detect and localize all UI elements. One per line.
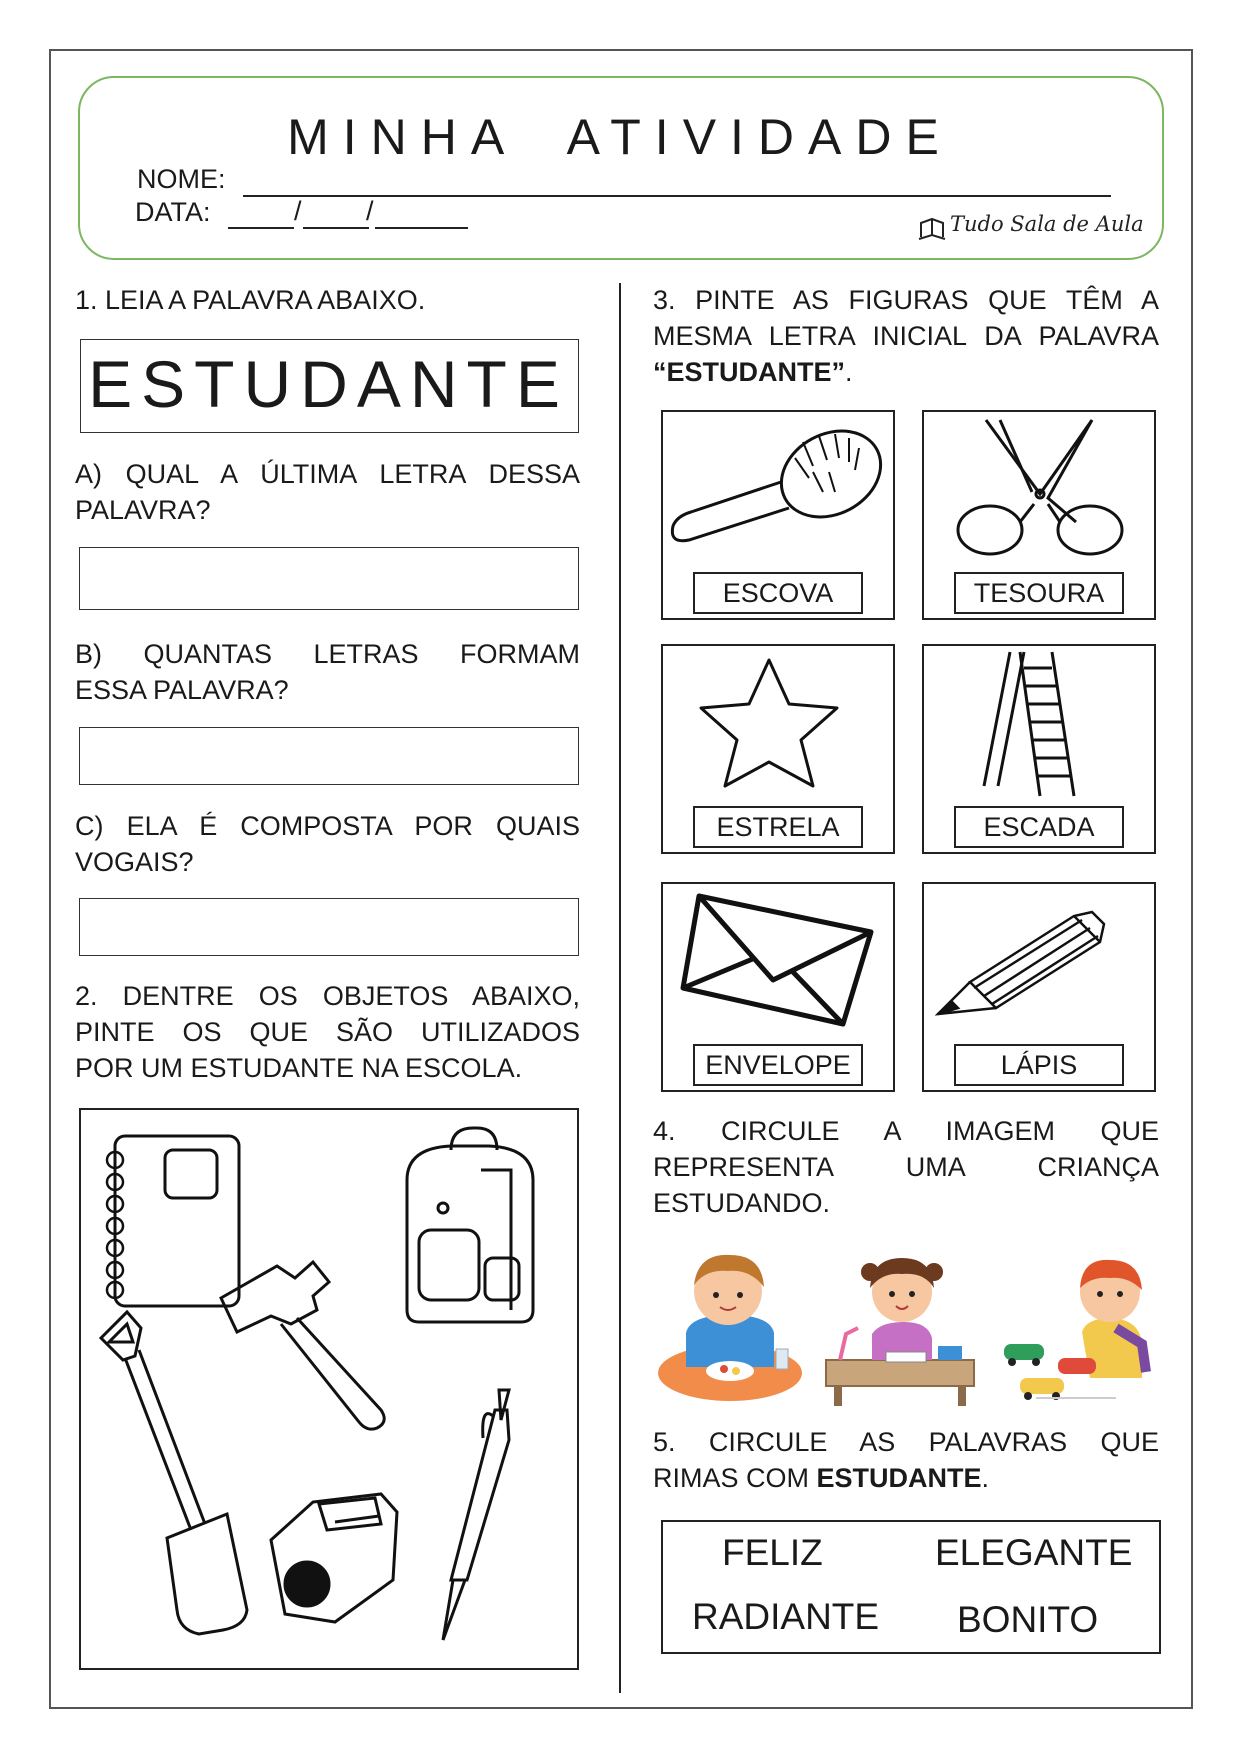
q1b-line1: B) QUANTAS LETRAS FORMAM — [75, 639, 580, 669]
name-label: NOME: — [137, 164, 226, 194]
q5-line2-start: RIMAS COM — [653, 1463, 817, 1493]
date-label: DATA: — [135, 197, 211, 227]
star-icon — [663, 646, 893, 796]
pencil-icon — [924, 884, 1154, 1034]
q4-line3: ESTUDANDO. — [653, 1188, 831, 1218]
hammer-icon[interactable] — [221, 1262, 384, 1429]
q1c-line2: VOGAIS? — [75, 847, 194, 877]
rhyme-word[interactable]: RADIANTE — [692, 1596, 880, 1637]
card-tesoura[interactable] — [922, 410, 1156, 620]
rhyme-word[interactable]: ELEGANTE — [935, 1532, 1133, 1573]
q3-line2: MESMA LETRA INICIAL DA PALAVRA — [653, 321, 1159, 351]
book-logo-icon — [917, 215, 947, 243]
date-month-field[interactable] — [303, 227, 369, 229]
card-label-estrela: ESTRELA — [693, 806, 863, 848]
card-escada[interactable] — [922, 644, 1156, 854]
q5-line2-end: . — [981, 1463, 990, 1493]
q5-line1: 5. CIRCULE AS PALAVRAS QUE — [653, 1427, 1159, 1457]
notebook-icon[interactable] — [107, 1136, 239, 1306]
rhyme-word[interactable]: BONITO — [957, 1599, 1099, 1640]
child-eating-illustration[interactable] — [650, 1245, 800, 1405]
card-label-escova: ESCOVA — [693, 572, 863, 614]
q4-line2: REPRESENTA UMA CRIANÇA — [653, 1152, 1159, 1182]
scissors-icon — [924, 412, 1154, 562]
date-day-field[interactable] — [228, 227, 294, 229]
child-studying-illustration[interactable] — [820, 1242, 980, 1407]
q1b-line2: ESSA PALAVRA? — [75, 675, 289, 705]
brush-icon — [663, 412, 893, 562]
answer-b-field[interactable] — [79, 727, 579, 785]
q2-line3: POR UM ESTUDANTE NA ESCOLA. — [75, 1053, 523, 1083]
card-lapis[interactable] — [922, 882, 1156, 1092]
q5-highlight-word: ESTUDANTE — [816, 1463, 982, 1493]
date-year-field[interactable] — [375, 227, 468, 229]
q3-highlight-word: “ESTUDANTE” — [653, 357, 846, 387]
card-label-envelope: ENVELOPE — [693, 1044, 863, 1086]
q2-line1: 2. DENTRE OS OBJETOS ABAIXO, — [75, 981, 580, 1011]
objects-panel — [79, 1108, 579, 1670]
ladder-icon — [924, 646, 1154, 796]
date-separator: / — [294, 196, 302, 226]
q2-line2: PINTE OS QUE SÃO UTILIZADOS — [75, 1017, 580, 1047]
q3-line1: 3. PINTE AS FIGURAS QUE TÊM A — [653, 285, 1159, 315]
column-divider — [619, 283, 621, 1693]
answer-a-field[interactable] — [79, 547, 579, 610]
card-envelope[interactable] — [661, 882, 895, 1092]
q1a-line1: A) QUAL A ÚLTIMA LETRA DESSA — [75, 459, 580, 489]
answer-c-field[interactable] — [79, 898, 579, 956]
page-title: MINHA ATIVIDADE — [287, 109, 953, 165]
card-label-escada: ESCADA — [954, 806, 1124, 848]
card-estrela[interactable] — [661, 644, 895, 854]
q4-line1: 4. CIRCULE A IMAGEM QUE — [653, 1116, 1159, 1146]
pen-icon[interactable] — [443, 1390, 509, 1640]
card-escova[interactable] — [661, 410, 895, 620]
child-playing-cars-illustration[interactable] — [996, 1248, 1156, 1408]
q1c-line1: C) ELA É COMPOSTA POR QUAIS — [75, 811, 580, 841]
q1-prompt: 1. LEIA A PALAVRA ABAIXO. — [75, 285, 426, 315]
date-separator: / — [366, 196, 374, 226]
brand-logo: Tudo Sala de Aula — [950, 212, 1144, 236]
target-word: ESTUDANTE — [88, 347, 569, 421]
card-label-tesoura: TESOURA — [954, 572, 1124, 614]
sharpener-icon[interactable] — [271, 1494, 397, 1622]
shovel-icon[interactable] — [101, 1312, 247, 1634]
q1a-line2: PALAVRA? — [75, 495, 211, 525]
envelope-icon — [663, 884, 893, 1034]
q3-line3-end: . — [845, 357, 853, 387]
card-label-lapis: LÁPIS — [954, 1044, 1124, 1086]
rhyme-word[interactable]: FELIZ — [722, 1532, 823, 1573]
backpack-icon[interactable] — [407, 1128, 533, 1322]
